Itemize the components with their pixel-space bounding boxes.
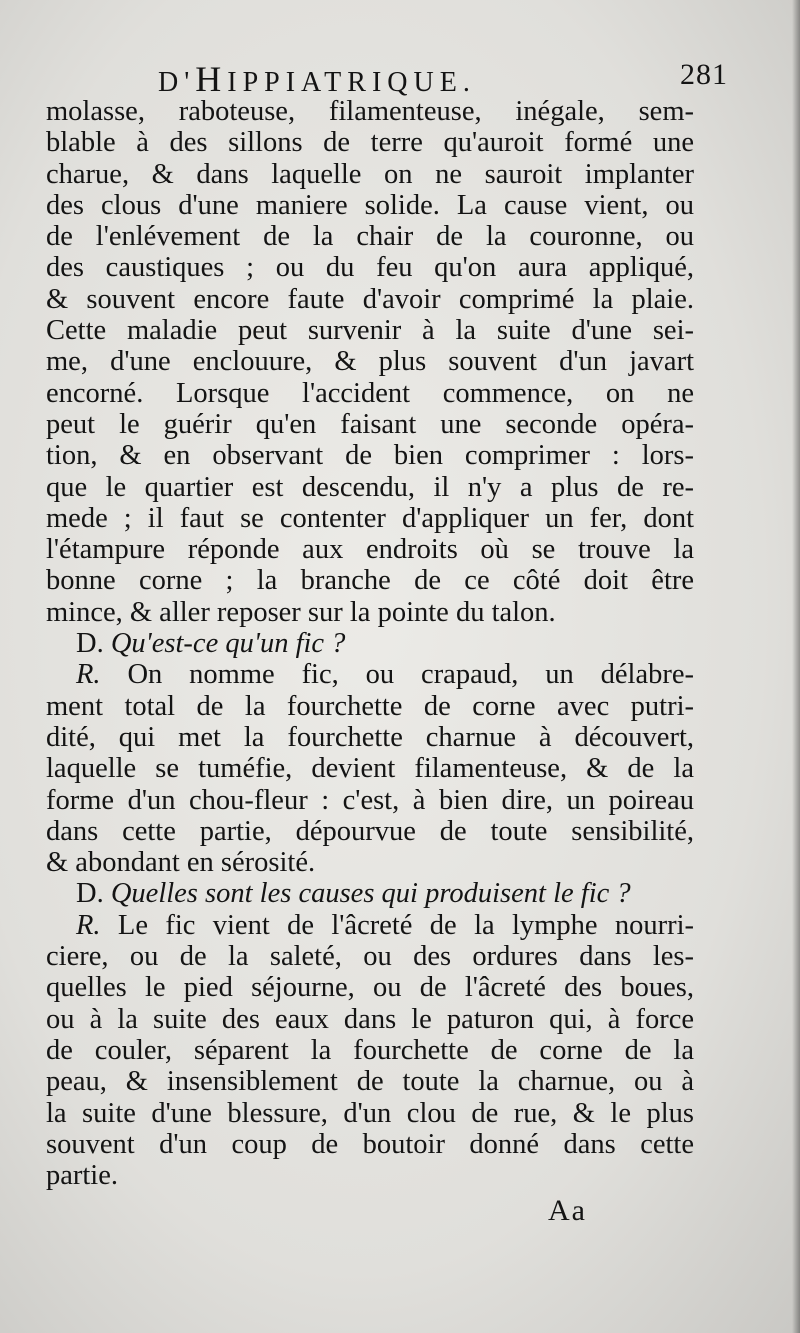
- text-line: & abondant en sérosité.: [46, 847, 316, 879]
- text-line: & souvent encore faute d'avoir comprimé la plaie.: [46, 283, 694, 315]
- question-label: D.: [76, 628, 104, 660]
- text-line: mede ; il faut se contenter d'appliquer un fer, dont: [46, 502, 694, 534]
- answer-label: R.: [76, 659, 101, 691]
- text-line: dans cette partie, dépourvue de toute sensibilité,: [46, 815, 694, 847]
- text-line: tion, & en observant de bien comprimer : lors-: [46, 440, 694, 472]
- text-line: Cette maladie peut survenir à la suite d'une sei-: [46, 315, 694, 347]
- text-line: ciere, ou de la saleté, ou des ordures dans les-: [46, 941, 694, 973]
- text-line: blable à des sillons de terre qu'auroit formé une: [46, 127, 694, 159]
- running-head: [158, 52, 728, 99]
- page-number: 281: [680, 58, 728, 91]
- text-line: l'étampure réponde aux endroits où se trouve la: [46, 534, 694, 566]
- text-line: forme d'un chou-fleur : c'est, à bien dire, un poireau: [46, 784, 694, 816]
- answer-text: Le fic vient de l'âcreté de la lymphe nourri-: [117, 909, 694, 941]
- text-line: la suite d'une blessure, d'un clou de rue, & le plus: [46, 1097, 694, 1129]
- answer-text: On nomme fic, ou crapaud, un délabre-: [127, 659, 695, 691]
- text-line: souvent d'un coup de boutoir donné dans cette: [46, 1128, 694, 1160]
- text-line: encorné. Lorsque l'accident commence, on ne: [46, 377, 694, 409]
- text-line: molasse, raboteuse, filamenteuse, inégale, sem-: [46, 96, 694, 127]
- text-line: de couler, séparent la fourchette de corne de la: [46, 1034, 694, 1066]
- text-line: ment total de la fourchette de corne avec putri-: [46, 690, 694, 722]
- question-label: D.: [76, 878, 104, 910]
- text-line: des caustiques ; ou du feu qu'on aura appliqué,: [46, 252, 694, 284]
- text-line: peut le guérir qu'en faisant une seconde opéra-: [46, 408, 694, 440]
- text-line: que le quartier est descendu, il n'y a plus de re-: [46, 471, 694, 503]
- text-line: quelles le pied séjourne, ou de l'âcreté des boues,: [46, 972, 694, 1004]
- running-title-prefix: D': [158, 67, 196, 98]
- text-line: partie.: [46, 1160, 119, 1192]
- question-text: Qu'est-ce qu'un fic ?: [110, 628, 346, 660]
- text-block: [46, 96, 694, 1191]
- answer-first-line: [46, 910, 694, 941]
- text-line: mince, & aller reposer sur la pointe du talon.: [46, 596, 556, 628]
- running-title-rest: IPPIATRIQUE.: [227, 67, 476, 98]
- question-line: [46, 878, 694, 909]
- text-line: ou à la suite des eaux dans le paturon qui, à force: [46, 1003, 694, 1035]
- text-line: charue, & dans laquelle on ne sauroit implanter: [46, 158, 694, 190]
- question-text: Quelles sont les causes qui produisent le fic ?: [110, 878, 631, 910]
- text-line: laquelle se tuméfie, devient filamenteuse, & de la: [46, 753, 694, 785]
- text-line: me, d'une enclouure, & plus souvent d'un javart: [46, 346, 694, 378]
- text-line: peau, & insensiblement de toute la charnue, ou à: [46, 1066, 694, 1098]
- answer-label: R.: [76, 909, 101, 941]
- text-line: bonne corne ; la branche de ce côté doit être: [46, 565, 694, 597]
- catchword: Aa: [548, 1194, 587, 1227]
- question-line: [46, 628, 694, 659]
- answer-first-line: [46, 659, 694, 690]
- running-title-initial: H: [195, 59, 228, 99]
- text-line: de l'enlévement de la chair de la couronne, ou: [46, 221, 694, 253]
- text-line: des clous d'une maniere solide. La cause vient, ou: [46, 189, 694, 221]
- text-line: dité, qui met la fourchette charnue à découvert,: [46, 721, 694, 753]
- running-title: [158, 58, 476, 100]
